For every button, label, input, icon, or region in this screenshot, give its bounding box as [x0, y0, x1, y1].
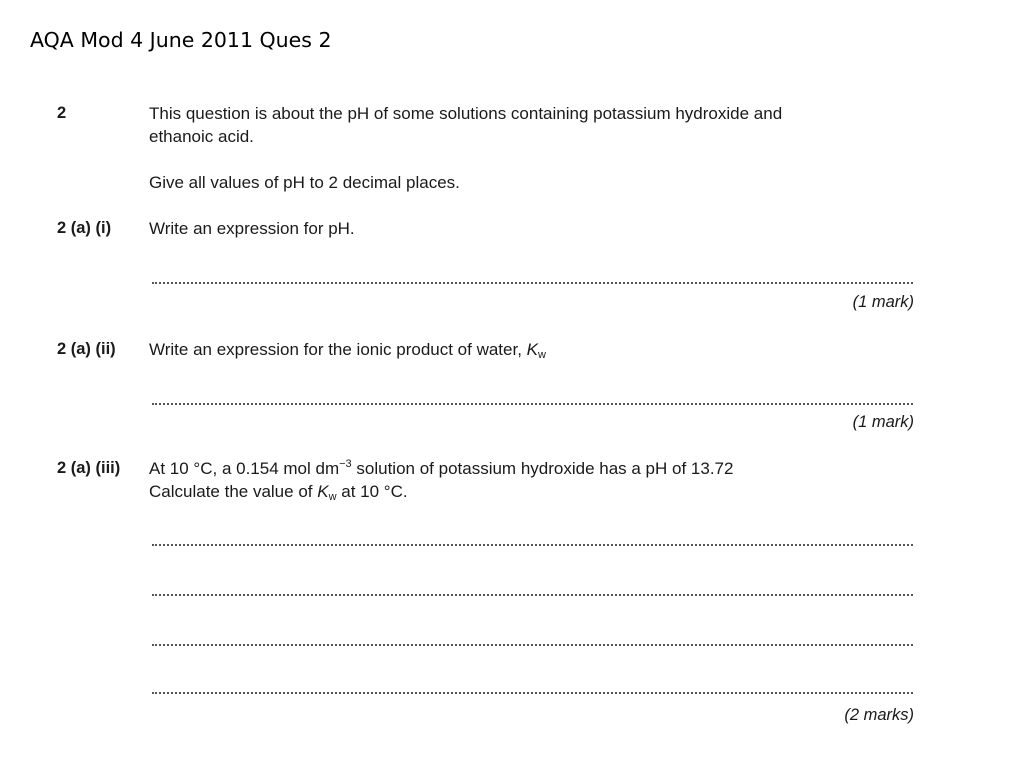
- kw-subscript: w: [538, 349, 546, 361]
- line1-post: solution of potassium hydroxide has a pH of 13.72: [351, 459, 734, 478]
- part-a-i-number: 2 (a) (i): [57, 219, 112, 237]
- part-a-ii-label: Write an expression for the ionic product of water,: [149, 340, 527, 359]
- question-number: 2: [57, 104, 67, 122]
- part-a-i-marks: (1 mark): [852, 293, 914, 311]
- question-instruction: Give all values of pH to 2 decimal places.: [149, 173, 460, 192]
- line2-pre: Calculate the value of: [149, 482, 318, 501]
- kw-symbol: K: [317, 482, 329, 501]
- answer-line[interactable]: [152, 644, 913, 646]
- answer-line[interactable]: [152, 692, 913, 694]
- dm-exponent: −3: [339, 458, 352, 470]
- question-intro: [149, 102, 909, 148]
- part-a-ii-number: 2 (a) (ii): [57, 340, 116, 358]
- part-a-iii-marks: (2 marks): [844, 706, 914, 724]
- kw-symbol: K: [526, 340, 538, 359]
- part-a-iii-line-1: [149, 457, 909, 480]
- line2-post: at 10 °C.: [336, 482, 408, 501]
- line1-pre: At 10 °C, a 0.154 mol dm: [149, 459, 340, 478]
- part-a-iii-text: [149, 457, 909, 503]
- part-a-ii-text: [149, 338, 909, 361]
- intro-line-1: This question is about the pH of some solutions containing potassium hydroxide and: [149, 104, 783, 123]
- answer-line[interactable]: [152, 282, 913, 284]
- kw-subscript: w: [328, 491, 337, 503]
- answer-line[interactable]: [152, 403, 913, 405]
- answer-line[interactable]: [152, 544, 913, 546]
- part-a-iii-line-2: [149, 480, 909, 503]
- intro-line-2: ethanoic acid.: [149, 127, 254, 146]
- answer-line[interactable]: [152, 594, 913, 596]
- part-a-ii-marks: (1 mark): [852, 413, 914, 431]
- part-a-iii-number: 2 (a) (iii): [57, 459, 121, 477]
- part-a-i-text: Write an expression for pH.: [149, 219, 355, 238]
- slide-title: AQA Mod 4 June 2011 Ques 2: [30, 28, 332, 52]
